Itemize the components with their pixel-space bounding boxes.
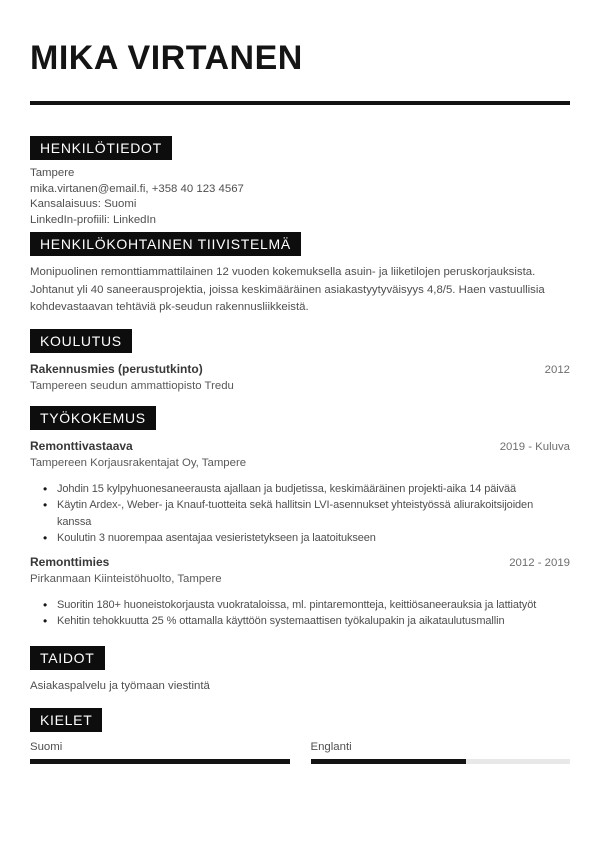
language-name: Suomi [30, 740, 63, 753]
achievement-list [30, 481, 570, 547]
contact-location: Tampere [30, 167, 75, 180]
section-header-kielet: KIELET [30, 708, 102, 732]
section-header-tiivistelma: HENKILÖKOHTAINEN TIIVISTELMÄ [30, 232, 301, 256]
company-name: Pirkanmaan Kiinteistöhuolto, Tampere [30, 572, 222, 585]
achievement-item: • Suoritin 180+ huoneistokorjausta vuokrataloissa, ml. pintaremontteja, keittiösaneerauksia ja lattiatyöt [43, 597, 570, 614]
section-header-henkilotiedot: HENKILÖTIEDOT [30, 136, 172, 160]
experience-entry-1 [30, 438, 570, 547]
contact-linkedin: LinkedIn-profiili: LinkedIn [30, 213, 157, 226]
language-name: Englanti [310, 740, 352, 753]
language-item-englanti [311, 740, 571, 764]
job-date: 2019 - Kuluva [499, 440, 570, 453]
skills-text: Asiakaspalvelu ja työmaan viestintä [30, 679, 210, 692]
language-level-bar [311, 759, 571, 764]
language-level-bar [30, 759, 290, 764]
company-name: Tampereen Korjausrakentajat Oy, Tampere [30, 456, 247, 469]
achievement-item: • Koulutin 3 nuorempaa asentajaa vesieristetykseen ja laatoitukseen [43, 530, 570, 547]
experience-entry-2 [30, 554, 570, 630]
achievement-list [30, 597, 570, 630]
contact-email-phone: mika.virtanen@email.fi, +358 40 123 4567 [30, 182, 244, 195]
achievement-item: • Kehitin tehokkuutta 25 % ottamalla käyttöön systemaattisen työkalupakin ja aikataulutusmallin [43, 613, 570, 630]
contact-block [30, 166, 570, 228]
candidate-name: MIKA VIRTANEN [30, 39, 303, 77]
language-item-suomi [30, 740, 290, 764]
language-level-fill [311, 759, 467, 764]
achievement-item: • Johdin 15 kylpyhuonesaneerausta ajallaan ja budjetissa, keskimääräinen projekti-aika 14 päivää [43, 481, 570, 498]
experience-entry-row [30, 554, 570, 571]
contact-nationality: Kansalaisuus: Suomi [30, 198, 137, 211]
degree-title: Rakennusmies (perustutkinto) [30, 361, 203, 376]
job-title: Remonttimies [30, 554, 110, 569]
section-header-koulutus: KOULUTUS [30, 329, 132, 353]
section-header-taidot: TAIDOT [30, 646, 105, 670]
languages-grid [30, 740, 570, 764]
achievement-item: • Käytin Ardex-, Weber- ja Knauf-tuotteita sekä hallitsin LVI-asennukset yhteistyössä aliurakoitsijoiden kanssa [43, 497, 570, 530]
experience-entry-row [30, 438, 570, 455]
education-entry [30, 361, 570, 394]
school-name: Tampereen seudun ammattiopisto Tredu [30, 379, 234, 392]
summary-text: Monipuolinen remonttiammattilainen 12 vuoden kokemuksella asuin- ja liiketilojen peruskorjauksista. Johtanut yli 40 saneerausprojektia, joissa keskimääräinen asiakastyytyväisyys 4,8/5. Haen vastuullisia kohdevastaavan tehtäviä pk-seudun rakennusliikkeistä. [30, 266, 545, 314]
job-date: 2012 - 2019 [509, 556, 570, 569]
language-level-fill [30, 759, 290, 764]
job-title: Remonttivastaava [30, 438, 133, 453]
section-header-tyokokemus: TYÖKOKEMUS [30, 406, 156, 430]
education-date: 2012 [544, 363, 570, 376]
education-entry-row [30, 361, 570, 378]
header-divider [30, 101, 570, 105]
